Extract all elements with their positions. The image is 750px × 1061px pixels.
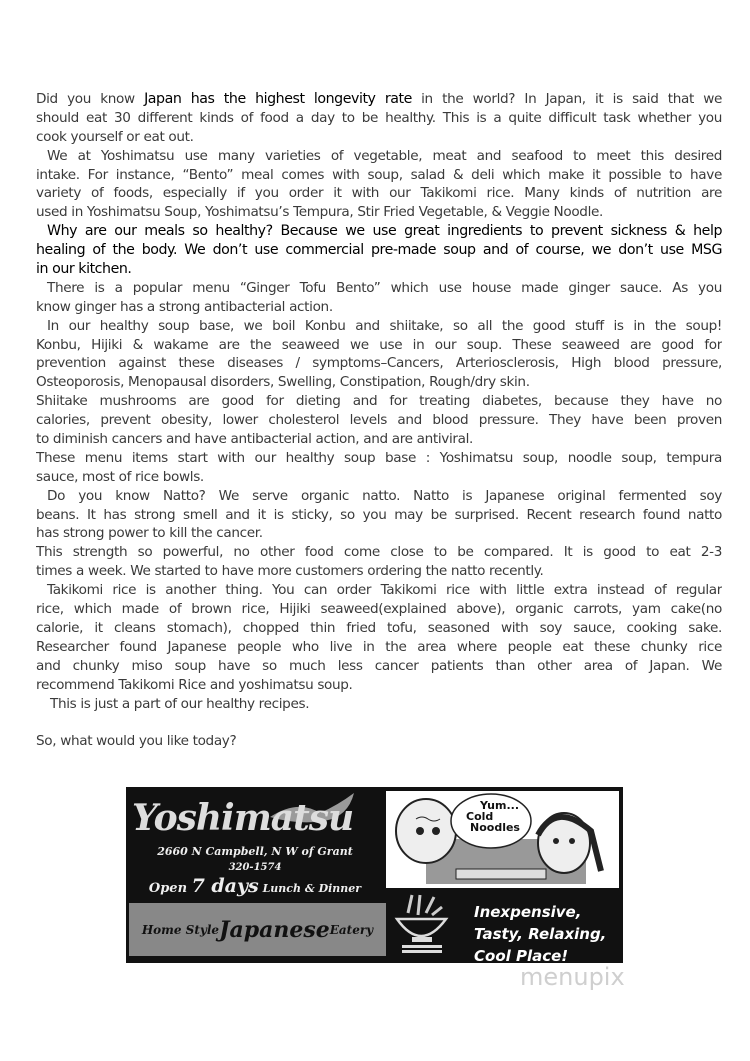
text: Cold [466, 810, 494, 823]
cartoon-illustration [386, 791, 619, 888]
text: Inexpensive, [474, 903, 582, 921]
article-line: know ginger has a strong antibacterial action. [36, 298, 333, 315]
slogan [474, 901, 606, 967]
article-body [36, 90, 722, 751]
text: Did you know [36, 91, 145, 107]
address: 2660 N Campbell, N W of Grant [157, 845, 353, 858]
text: Yum... [480, 799, 519, 812]
article-line: We at Yoshimatsu use many varieties of vegetable, meat and seafood to meet this desired [47, 147, 722, 164]
text: Tasty, Relaxing, [474, 925, 607, 943]
article-line: In our healthy soup base, we boil Konbu and shiitake, so all the good stuff is in the soup! [47, 317, 722, 334]
article-line: sauce, most of rice bowls. [36, 468, 204, 485]
article-line: This is just a part of our healthy recipes. [50, 695, 310, 712]
article-line-emphasis: healing of the body. We don’t use commercial pre-made soup and of course, we don’t use MSG [36, 242, 722, 259]
article-line: intake. For instance, “Bento” meal comes with soup, salad & deli which make it possible to have [36, 166, 722, 183]
highlight-text: Japan has the highest longevity rate [144, 91, 412, 107]
article-line: variety of foods, especially if you order it with our Takikomi rice. Many kinds of nutrition are [36, 185, 722, 202]
restaurant-ad [126, 787, 623, 963]
article-line: to diminish cancers and have antibacterial action, and are antiviral. [36, 431, 474, 448]
article-line: recommend Takikomi Rice and yoshimatsu soup. [36, 676, 353, 693]
hours [126, 875, 384, 897]
article-line: should eat 30 different kinds of food a day to be healthy. This is a quite difficult task whether you [36, 109, 722, 126]
food-bowl-icon [394, 893, 449, 955]
article-line: calories, prevent obesity, lower cholesterol levels and blood pressure. They have been proven [36, 412, 722, 429]
article-line: cook yourself or eat out. [36, 128, 194, 145]
text: Eatery [329, 922, 374, 937]
text: Cool Place! [474, 947, 569, 965]
speech-bubble [466, 800, 520, 833]
article-line-emphasis: Why are our meals so healthy? Because we use great ingredients to prevent sickness & help [47, 223, 722, 240]
watermark: menupix [520, 963, 625, 991]
article-line: This strength so powerful, no other food come close to be compared. It is good to eat 2-3 [36, 544, 722, 561]
article-line: prevention against these diseases / symptoms–Cancers, Arteriosclerosis, High blood pressure, [36, 355, 722, 372]
article-line: There is a popular menu “Ginger Tofu Bento” which use house made ginger sauce. As you [47, 279, 722, 296]
brand-name: Yoshimatsu [132, 797, 354, 839]
article-line: calorie, it cleans stomach), chopped thin fried tofu, seasoned with soy sauce, cooking sake. [36, 619, 722, 636]
article-line: and chunky miso soup have so much less cancer patients than other area of Japan. We [36, 657, 722, 674]
text: Open [148, 881, 192, 896]
article-line-emphasis: in our kitchen. [36, 261, 132, 278]
text: Noodles [470, 821, 520, 834]
article-line: These menu items start with our healthy soup base : Yoshimatsu soup, noodle soup, tempura [36, 449, 722, 466]
article-line: beans. It has strong smell and it is sticky, so you may be surprised. Recent research found natto [36, 506, 722, 523]
article-line: Konbu, Hijiki & wakame are the seaweed we use in our soup. These seaweed are good for [36, 336, 722, 353]
article-line: times a week. We started to have more customers ordering the natto recently. [36, 563, 544, 580]
article-line: has strong power to kill the cancer. [36, 525, 263, 542]
article-line: used in Yoshimatsu Soup, Yoshimatsu’s Tempura, Stir Fried Vegetable, & Veggie Noodle. [36, 204, 603, 221]
text: Lunch & Dinner [258, 882, 362, 895]
article-line [36, 90, 722, 109]
tagline-box [129, 903, 386, 956]
phone: 320-1574 [228, 862, 282, 873]
article-line: Osteoporosis, Menopausal disorders, Swelling, Constipation, Rough/dry skin. [36, 374, 530, 391]
text: Japanese [219, 916, 330, 943]
article-line: rice, which made of brown rice, Hijiki seaweed(explained above), organic carrots, yam cake(no [36, 601, 722, 618]
text: in the world? In Japan, it is said that we [411, 91, 722, 107]
article-line: Takikomi rice is another thing. You can order Takikomi rice with little extra instead of regular [47, 582, 722, 599]
article-line: Researcher found Japanese people who live in the area where people eat these chunky rice [36, 638, 722, 655]
text: Home Style [141, 922, 220, 937]
article-line: Do you know Natto? We serve organic natto. Natto is Japanese original fermented soy [47, 487, 722, 504]
text: 7 days [191, 875, 259, 897]
closing-question: So, what would you like today? [36, 733, 237, 750]
ad-left-panel [126, 787, 384, 899]
article-line: Shiitake mushrooms are good for dieting and for treating diabetes, because they have no [36, 393, 722, 410]
